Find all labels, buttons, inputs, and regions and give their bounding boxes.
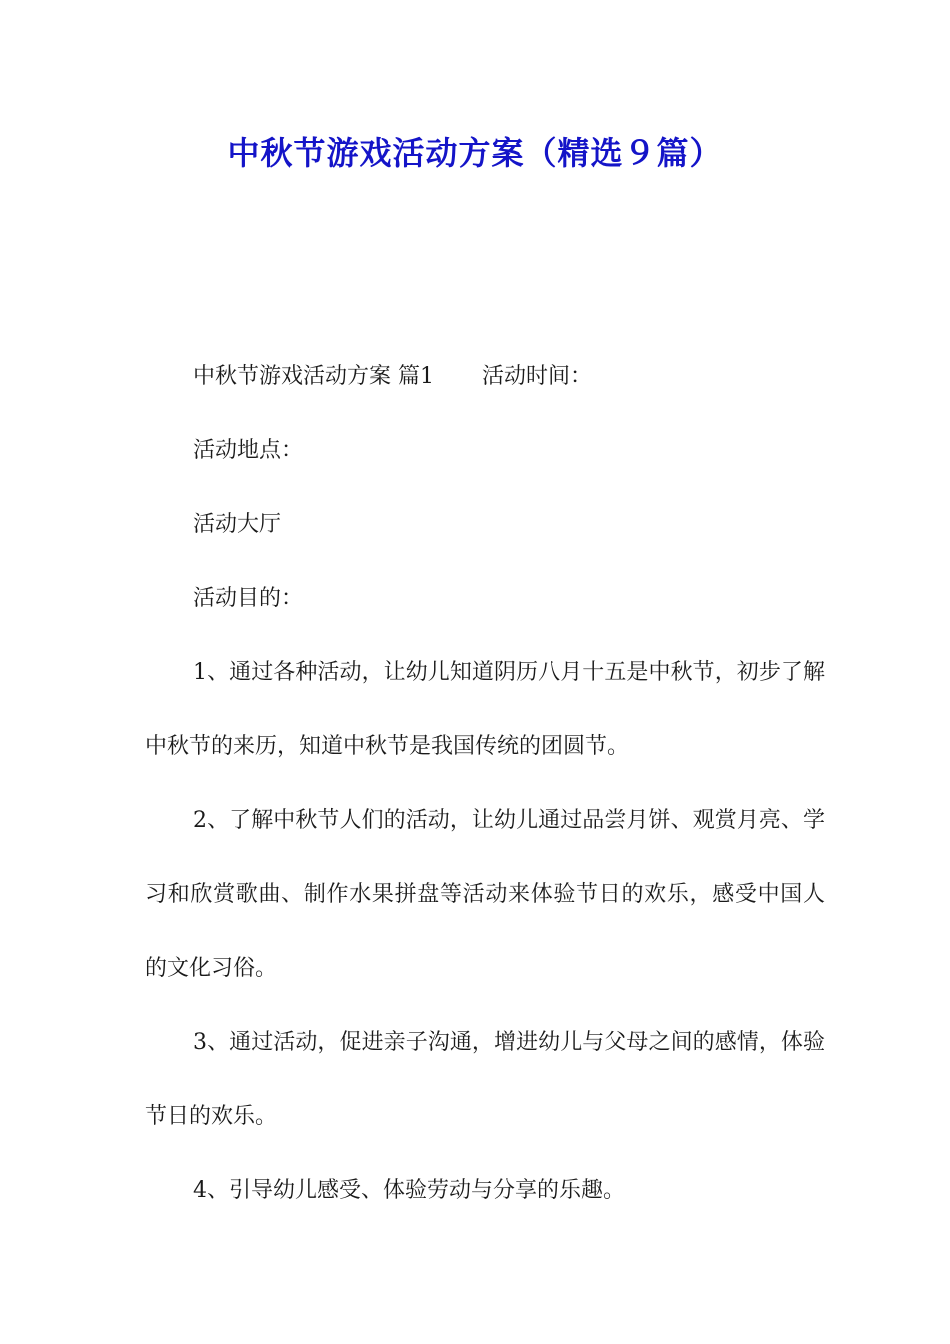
paragraph-activity-hall: 活动大厅 <box>193 512 282 537</box>
paragraph-activity-purpose: 活动目的： <box>193 586 304 611</box>
paragraph-goal-3: 3、通过活动，促进亲子沟通，增进幼儿与父母之间的感情，体验节日的欢乐。 <box>145 1030 825 1129</box>
paragraph-goal-1: 1、通过各种活动，让幼儿知道阴历八月十五是中秋节，初步了解中秋节的来历，知道中秋节是我国传统的团圆节。 <box>145 660 825 759</box>
paragraph-activity-location: 活动地点： <box>193 438 304 463</box>
section-heading: 中秋节游戏活动方案 篇1 <box>193 364 434 389</box>
activity-time-label: 活动时间： <box>482 364 593 389</box>
section-heading-line <box>145 340 825 414</box>
document-body <box>145 340 825 1228</box>
paragraph-goal-2: 2、了解中秋节人们的活动，让幼儿通过品尝月饼、观赏月亮、学习和欣赏歌曲、制作水果拼盘等活动来体验节日的欢乐，感受中国人的文化习俗。 <box>145 808 825 981</box>
document-title: 中秋节游戏活动方案（精选９篇） <box>227 134 723 172</box>
paragraph-goal-4: 4、引导幼儿感受、体验劳动与分享的乐趣。 <box>193 1178 625 1203</box>
